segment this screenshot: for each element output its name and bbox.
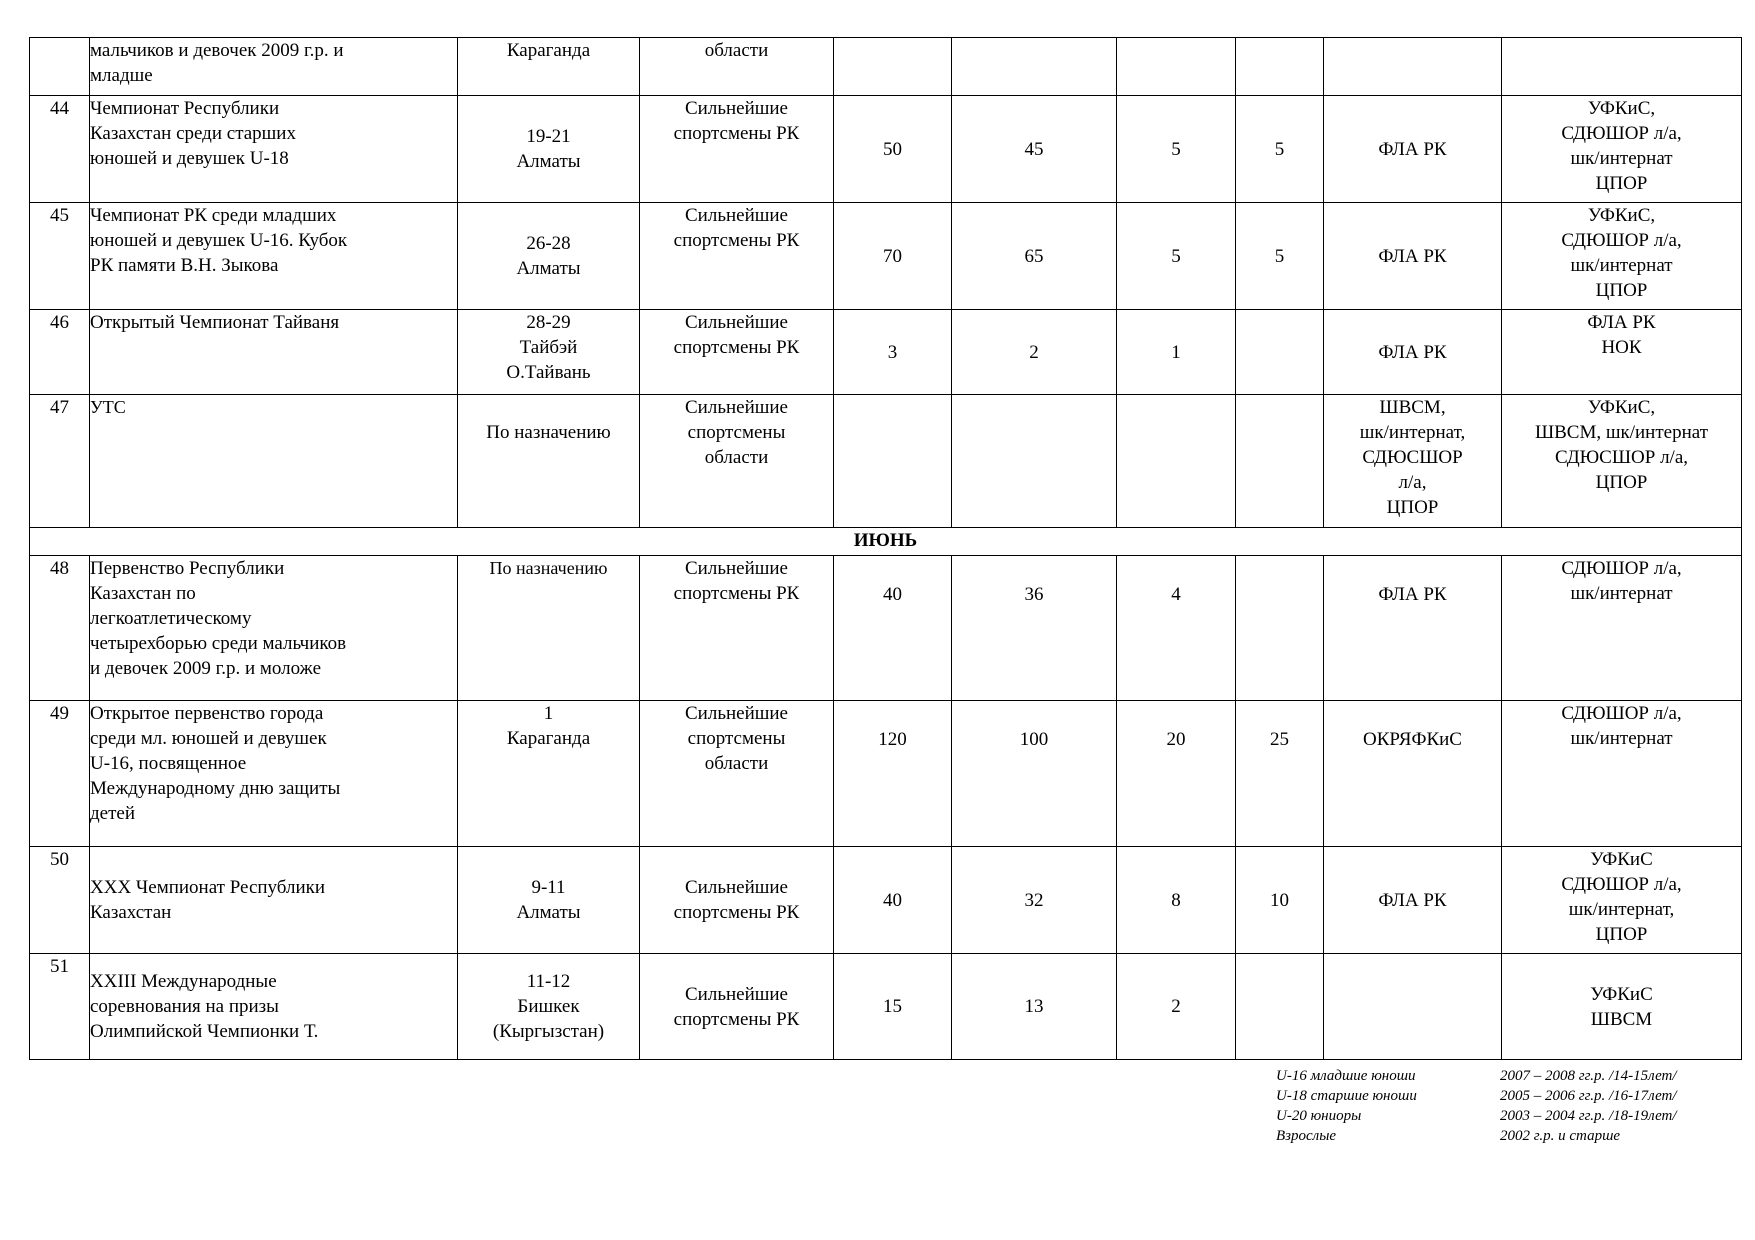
row-number: 44 [30,96,90,203]
total-count: 3 [834,310,952,395]
legend-row [1276,1086,1677,1106]
legend-row [1276,1066,1677,1086]
coaches-count: 2 [1117,954,1236,1060]
legend-years: 2002 г.р. и старше [1500,1128,1621,1144]
organizer: ШВСМ, шк/интернат, СДЮСШОР л/а, ЦПОР [1324,395,1502,528]
judges-count: 10 [1236,847,1324,954]
event-name: мальчиков и девочек 2009 г.р. и младше [90,38,458,96]
row-number: 46 [30,310,90,395]
table-row [30,96,1742,203]
table-row [30,395,1742,528]
table-row [30,203,1742,310]
event-date-place: По назначению [458,395,640,528]
legend-group: U-18 старшие юноши [1276,1088,1417,1104]
total-count: 40 [834,847,952,954]
legend-row [1276,1106,1677,1126]
legend-group: Взрослые [1276,1128,1337,1144]
financing: СДЮШОР л/а, шк/интернат [1502,701,1742,847]
event-name: ХХХ Чемпионат Республики Казахстан [90,847,458,954]
legend-years: 2005 – 2006 гг.р. /16-17лет/ [1500,1088,1677,1104]
judges-count [1236,954,1324,1060]
table-row [30,38,1742,96]
coaches-count: 4 [1117,556,1236,701]
organizer: ФЛА РК [1324,310,1502,395]
athletes-count: 32 [952,847,1117,954]
row-number: 48 [30,556,90,701]
row-number [30,38,90,96]
athletes-count: 65 [952,203,1117,310]
athletes-count: 100 [952,701,1117,847]
judges-count: 5 [1236,96,1324,203]
participants: Сильнейшие спортсмены РК [640,310,834,395]
participants: Сильнейшие спортсмены РК [640,954,834,1060]
financing: УФКиС СДЮШОР л/а, шк/интернат, ЦПОР [1502,847,1742,954]
participants: Сильнейшие спортсмены РК [640,556,834,701]
judges-count: 25 [1236,701,1324,847]
judges-count [1236,310,1324,395]
row-number: 51 [30,954,90,1060]
event-name: Чемпионат Республики Казахстан среди старших юношей и девушек U-18 [90,96,458,203]
event-date-place: По назначению [458,556,640,701]
event-name: Открытый Чемпионат Тайваня [90,310,458,395]
event-date-place: 11-12 Бишкек (Кыргызстан) [458,954,640,1060]
table-row [30,954,1742,1060]
coaches-count: 1 [1117,310,1236,395]
row-number: 45 [30,203,90,310]
financing: УФКиС, СДЮШОР л/а, шк/интернат ЦПОР [1502,203,1742,310]
legend-years: 2007 – 2008 гг.р. /14-15лет/ [1500,1068,1677,1084]
financing: УФКиС, ШВСМ, шк/интернат СДЮСШОР л/а, ЦПОР [1502,395,1742,528]
coaches-count: 20 [1117,701,1236,847]
participants: Сильнейшие спортсмены области [640,701,834,847]
event-date-place: 26-28 Алматы [458,203,640,310]
organizer: ФЛА РК [1324,203,1502,310]
event-name: Открытое первенство города среди мл. юношей и девушек U-16, посвященное Международному дню защиты детей [90,701,458,847]
row-number: 49 [30,701,90,847]
organizer: ФЛА РК [1324,556,1502,701]
participants: области [640,38,834,96]
table-row [30,701,1742,847]
athletes-count: 36 [952,556,1117,701]
total-count [834,395,952,528]
age-group-legend [1276,1066,1677,1146]
coaches-count: 8 [1117,847,1236,954]
row-number: 47 [30,395,90,528]
coaches-count: 5 [1117,96,1236,203]
financing: УФКиС ШВСМ [1502,954,1742,1060]
total-count: 120 [834,701,952,847]
month-heading: ИЮНЬ [30,528,1742,556]
coaches-count: 5 [1117,203,1236,310]
athletes-count [952,395,1117,528]
organizer: ФЛА РК [1324,96,1502,203]
event-name: УТС [90,395,458,528]
table-row [30,847,1742,954]
event-date-place: Караганда [458,38,640,96]
organizer [1324,38,1502,96]
financing: УФКиС, СДЮШОР л/а, шк/интернат ЦПОР [1502,96,1742,203]
legend-group: U-20 юниоры [1276,1108,1362,1124]
participants: Сильнейшие спортсмены РК [640,847,834,954]
legend-row [1276,1126,1677,1146]
athletes-count: 2 [952,310,1117,395]
schedule-table [29,37,1742,1060]
coaches-count [1117,38,1236,96]
athletes-count: 13 [952,954,1117,1060]
judges-count [1236,556,1324,701]
row-number: 50 [30,847,90,954]
total-count [834,38,952,96]
event-date-place: 9-11 Алматы [458,847,640,954]
athletes-count [952,38,1117,96]
total-count: 50 [834,96,952,203]
judges-count [1236,395,1324,528]
event-date-place: 28-29 Тайбэй О.Тайвань [458,310,640,395]
organizer [1324,954,1502,1060]
legend-years: 2003 – 2004 гг.р. /18-19лет/ [1500,1108,1677,1124]
total-count: 15 [834,954,952,1060]
financing: СДЮШОР л/а, шк/интернат [1502,556,1742,701]
coaches-count [1117,395,1236,528]
participants: Сильнейшие спортсмены РК [640,203,834,310]
financing [1502,38,1742,96]
month-row [30,528,1742,556]
event-name: Чемпионат РК среди младших юношей и девушек U-16. Кубок РК памяти В.Н. Зыкова [90,203,458,310]
athletes-count: 45 [952,96,1117,203]
judges-count [1236,38,1324,96]
financing: ФЛА РК НОК [1502,310,1742,395]
judges-count: 5 [1236,203,1324,310]
event-date-place: 19-21 Алматы [458,96,640,203]
event-name: Первенство Республики Казахстан по легкоатлетическому четырехборью среди мальчиков и девочек 2009 г.р. и моложе [90,556,458,701]
event-name: XXIII Международные соревнования на призы Олимпийской Чемпионки Т. [90,954,458,1060]
total-count: 70 [834,203,952,310]
table-row [30,556,1742,701]
total-count: 40 [834,556,952,701]
organizer: ФЛА РК [1324,847,1502,954]
table-row [30,310,1742,395]
organizer: ОКРЯФКиС [1324,701,1502,847]
participants: Сильнейшие спортсмены области [640,395,834,528]
legend-group: U-16 младшие юноши [1276,1068,1416,1084]
participants: Сильнейшие спортсмены РК [640,96,834,203]
event-date-place: 1 Караганда [458,701,640,847]
